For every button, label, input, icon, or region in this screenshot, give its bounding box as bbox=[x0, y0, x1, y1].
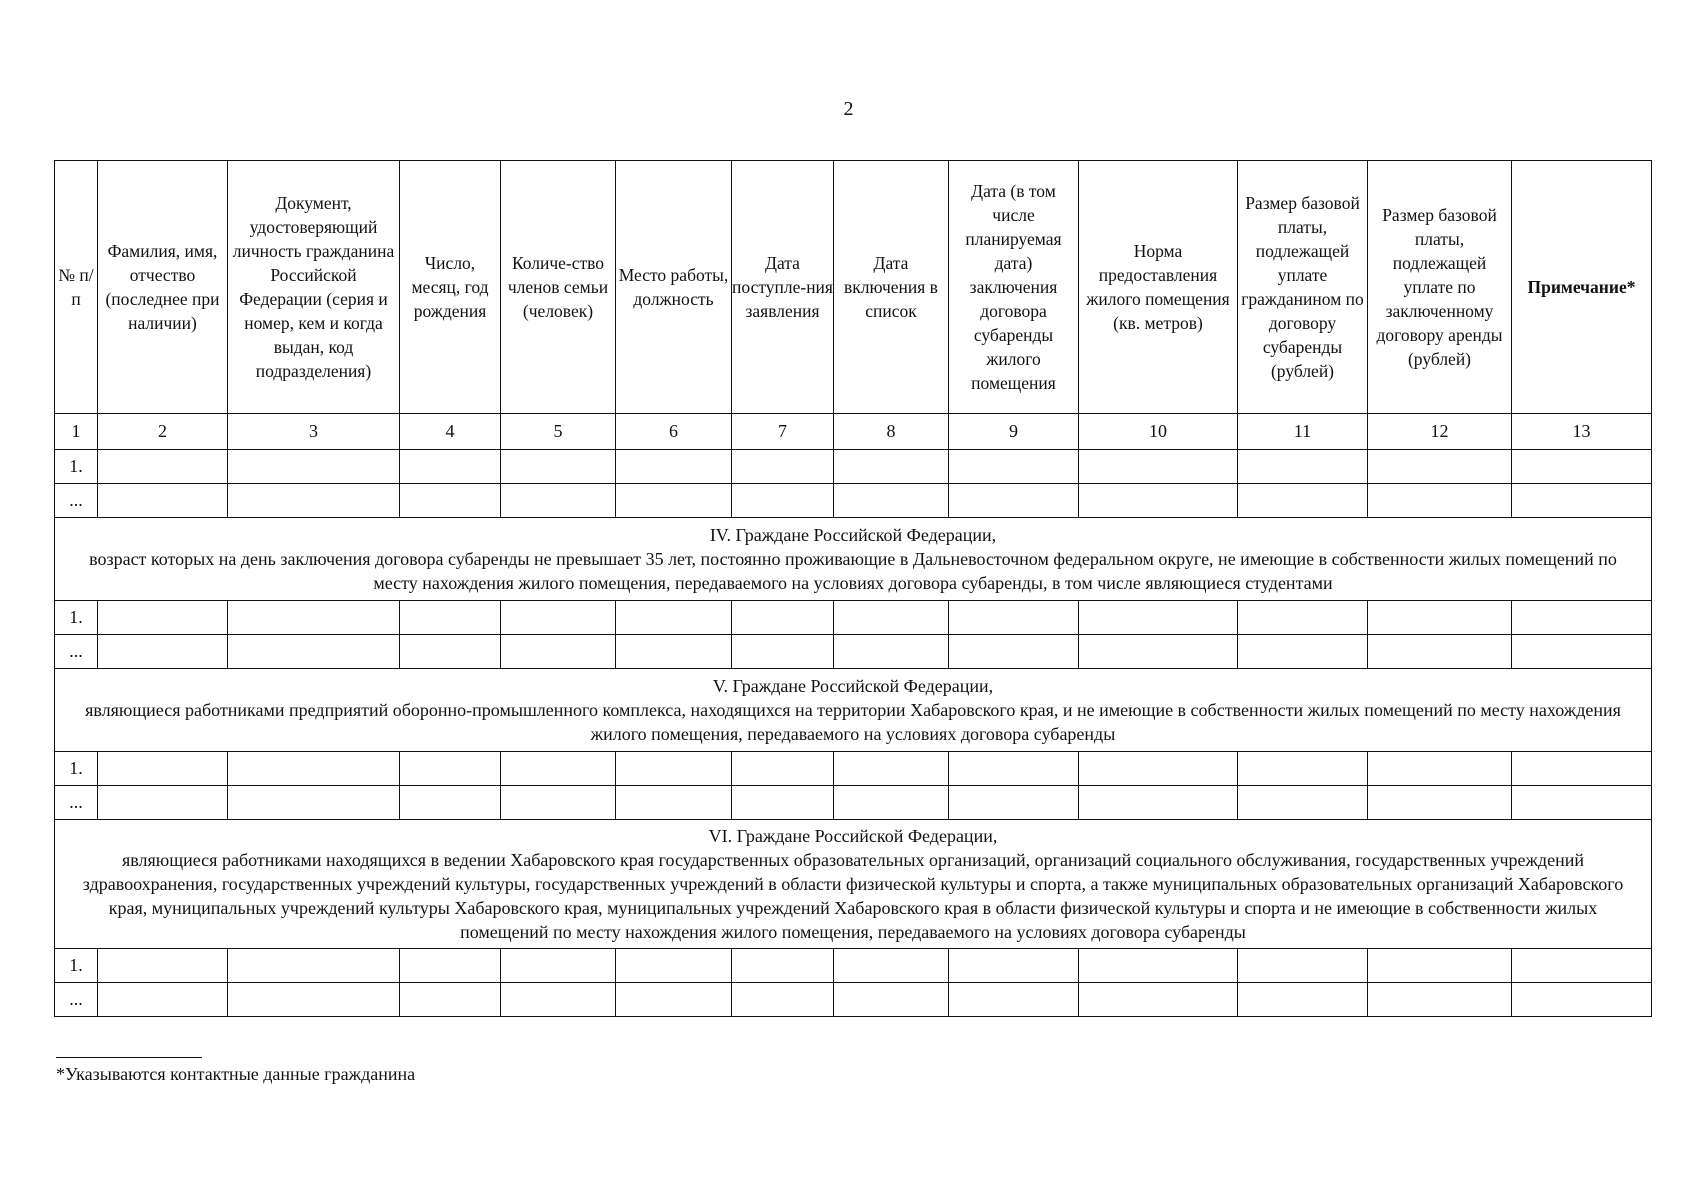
table-cell bbox=[228, 484, 400, 518]
col-header-application-date: Дата поступле-ния заявления bbox=[732, 161, 834, 414]
table-cell bbox=[501, 450, 616, 484]
table-cell bbox=[616, 949, 732, 983]
table-cell bbox=[1079, 949, 1238, 983]
table-row bbox=[55, 635, 1652, 669]
table-cell bbox=[400, 450, 501, 484]
table-cell bbox=[98, 450, 228, 484]
table-cell bbox=[400, 484, 501, 518]
table-cell bbox=[1368, 450, 1512, 484]
table-cell bbox=[228, 601, 400, 635]
table-cell bbox=[1512, 601, 1652, 635]
table-cell bbox=[834, 786, 949, 820]
table-cell bbox=[732, 752, 834, 786]
table-row bbox=[55, 983, 1652, 1017]
table-cell bbox=[228, 786, 400, 820]
column-number: 8 bbox=[834, 414, 949, 450]
col-header-sublease-date: Дата (в том числе планируемая дата) заключения договора субаренды жилого помещения bbox=[949, 161, 1079, 414]
table-cell bbox=[400, 786, 501, 820]
section-description: являющиеся работниками находящихся в ведении Хабаровского края государственных образовательных организаций, организаций социального обслуживания, государственных учреждений здравоохранения, государственных учреждений культуры, государственных учреждений в области физической культуры и спорта, а также муниципальных образовательных организаций Хабаровского края, муниципальных учреждений культуры Хабаровского края, муниципальных учреждений Хабаровского края в области физической культуры и спорта и не имеющие в собственности жилых помещений по месту нахождения жилого помещения, передаваемого на условиях договора субаренды bbox=[82, 850, 1624, 942]
table-cell bbox=[1368, 786, 1512, 820]
table-cell bbox=[949, 949, 1079, 983]
section-title: VI. Граждане Российской Федерации, bbox=[708, 826, 998, 846]
col-header-housing-norm: Норма предоставления жилого помещения (кв. метров) bbox=[1079, 161, 1238, 414]
table-cell bbox=[1238, 983, 1368, 1017]
table-cell bbox=[1512, 635, 1652, 669]
table-row bbox=[55, 752, 1652, 786]
table-cell bbox=[1368, 601, 1512, 635]
footnote-divider bbox=[56, 1057, 202, 1058]
column-number-row bbox=[55, 414, 1652, 450]
table-cell bbox=[732, 484, 834, 518]
table-row bbox=[55, 786, 1652, 820]
column-number: 2 bbox=[98, 414, 228, 450]
col-header-inclusion-date: Дата включения в список bbox=[834, 161, 949, 414]
table-cell bbox=[834, 983, 949, 1017]
table-cell bbox=[1512, 983, 1652, 1017]
table-cell bbox=[834, 635, 949, 669]
table-cell bbox=[1079, 752, 1238, 786]
row-number: 1. bbox=[55, 752, 98, 786]
table-cell bbox=[1368, 484, 1512, 518]
table-cell bbox=[1368, 635, 1512, 669]
table-cell bbox=[228, 450, 400, 484]
row-number: ... bbox=[55, 786, 98, 820]
row-number: 1. bbox=[55, 601, 98, 635]
table-cell bbox=[834, 752, 949, 786]
table-cell bbox=[1079, 484, 1238, 518]
section-description: являющиеся работниками предприятий оборонно-промышленного комплекса, находящихся на территории Хабаровского края, и не имеющие в собственности жилых помещений по месту нахождения жилого помещения, передаваемого на условиях договора субаренды bbox=[85, 700, 1621, 744]
table-cell bbox=[1079, 786, 1238, 820]
row-number: ... bbox=[55, 983, 98, 1017]
table-cell bbox=[98, 635, 228, 669]
table-cell bbox=[1238, 484, 1368, 518]
table-cell bbox=[834, 949, 949, 983]
table-cell bbox=[1512, 450, 1652, 484]
table-row bbox=[55, 601, 1652, 635]
col-header-birth-date: Число, месяц, год рождения bbox=[400, 161, 501, 414]
table-cell bbox=[98, 601, 228, 635]
table-cell bbox=[501, 786, 616, 820]
column-number: 1 bbox=[55, 414, 98, 450]
table-row bbox=[55, 450, 1652, 484]
table-cell bbox=[834, 450, 949, 484]
column-number: 7 bbox=[732, 414, 834, 450]
table-cell bbox=[616, 786, 732, 820]
table-cell bbox=[501, 484, 616, 518]
table-cell bbox=[501, 983, 616, 1017]
column-number: 10 bbox=[1079, 414, 1238, 450]
col-header-citizen-payment: Размер базовой платы, подлежащей уплате гражданином по договору субаренды (рублей) bbox=[1238, 161, 1368, 414]
table-cell bbox=[98, 752, 228, 786]
table-cell bbox=[834, 601, 949, 635]
table-cell bbox=[228, 635, 400, 669]
table-cell bbox=[400, 983, 501, 1017]
table-cell bbox=[1238, 752, 1368, 786]
table-cell bbox=[1079, 601, 1238, 635]
table-cell bbox=[732, 786, 834, 820]
table-cell bbox=[616, 601, 732, 635]
table-cell bbox=[1238, 786, 1368, 820]
column-number: 4 bbox=[400, 414, 501, 450]
section-heading-row bbox=[55, 820, 1652, 949]
table-cell bbox=[1079, 635, 1238, 669]
table-cell bbox=[228, 752, 400, 786]
footnote: *Указываются контактные данные гражданина bbox=[56, 1064, 416, 1084]
row-number: ... bbox=[55, 484, 98, 518]
table-cell bbox=[400, 949, 501, 983]
table-cell bbox=[228, 983, 400, 1017]
col-header-workplace: Место работы, должность bbox=[616, 161, 732, 414]
col-header-full-name: Фамилия, имя, отчество (последнее при наличии) bbox=[98, 161, 228, 414]
table-cell bbox=[616, 450, 732, 484]
table-cell bbox=[501, 949, 616, 983]
table-cell bbox=[732, 983, 834, 1017]
table-cell bbox=[1238, 949, 1368, 983]
column-number: 9 bbox=[949, 414, 1079, 450]
table-cell bbox=[616, 484, 732, 518]
table-cell bbox=[501, 752, 616, 786]
col-header-lease-payment: Размер базовой платы, подлежащей уплате по заключенному договору аренды (рублей) bbox=[1368, 161, 1512, 414]
row-number: 1. bbox=[55, 949, 98, 983]
table-cell bbox=[949, 635, 1079, 669]
table-cell bbox=[1079, 450, 1238, 484]
table-cell bbox=[1512, 484, 1652, 518]
table-cell bbox=[732, 601, 834, 635]
col-header-note: Примечание* bbox=[1512, 161, 1652, 414]
table-cell bbox=[1238, 601, 1368, 635]
table-cell bbox=[228, 949, 400, 983]
section-heading bbox=[55, 518, 1652, 601]
table-cell bbox=[616, 635, 732, 669]
table-cell bbox=[616, 983, 732, 1017]
table-cell bbox=[98, 484, 228, 518]
row-number: ... bbox=[55, 635, 98, 669]
column-number: 13 bbox=[1512, 414, 1652, 450]
register-table bbox=[54, 160, 1652, 1017]
table-cell bbox=[98, 786, 228, 820]
section-title: V. Граждане Российской Федерации, bbox=[712, 676, 994, 696]
section-heading-row bbox=[55, 669, 1652, 752]
table-cell bbox=[949, 752, 1079, 786]
page-number: 2 bbox=[843, 98, 854, 120]
column-number: 3 bbox=[228, 414, 400, 450]
section-description: возраст которых на день заключения договора субаренды не превышает 35 лет, постоянно проживающие в Дальневосточном федеральном округе, не имеющие в собственности жилых помещений по месту нахождения жилого помещения, передаваемого на условиях договора субаренды, в том числе являющиеся студентами bbox=[89, 549, 1617, 593]
section-title: IV. Граждане Российской Федерации, bbox=[709, 525, 997, 545]
table-cell bbox=[1512, 752, 1652, 786]
table-cell bbox=[732, 635, 834, 669]
column-number: 11 bbox=[1238, 414, 1368, 450]
section-heading bbox=[55, 820, 1652, 949]
header-row bbox=[55, 161, 1652, 414]
col-header-family-members: Количе-ство членов семьи (человек) bbox=[501, 161, 616, 414]
table-cell bbox=[501, 635, 616, 669]
section-heading-row bbox=[55, 518, 1652, 601]
table-cell bbox=[1368, 949, 1512, 983]
table-cell bbox=[616, 752, 732, 786]
table-cell bbox=[1238, 635, 1368, 669]
table-cell bbox=[949, 484, 1079, 518]
table-cell bbox=[1079, 983, 1238, 1017]
table-cell bbox=[501, 601, 616, 635]
table-cell bbox=[949, 601, 1079, 635]
table-cell bbox=[400, 752, 501, 786]
table-cell bbox=[834, 484, 949, 518]
table-cell bbox=[1368, 983, 1512, 1017]
row-number: 1. bbox=[55, 450, 98, 484]
column-number: 5 bbox=[501, 414, 616, 450]
col-header-number: № п/п bbox=[55, 161, 98, 414]
column-number: 6 bbox=[616, 414, 732, 450]
table-row bbox=[55, 949, 1652, 983]
table-row bbox=[55, 484, 1652, 518]
table-cell bbox=[732, 949, 834, 983]
table-cell bbox=[400, 635, 501, 669]
table-cell bbox=[98, 949, 228, 983]
column-number: 12 bbox=[1368, 414, 1512, 450]
table-cell bbox=[1512, 786, 1652, 820]
table-cell bbox=[1368, 752, 1512, 786]
table-cell bbox=[98, 983, 228, 1017]
col-header-identity-document: Документ, удостоверяющий личность гражданина Российской Федерации (серия и номер, кем и когда выдан, код подразделения) bbox=[228, 161, 400, 414]
table-cell bbox=[949, 450, 1079, 484]
table-cell bbox=[949, 983, 1079, 1017]
section-heading bbox=[55, 669, 1652, 752]
table-cell bbox=[949, 786, 1079, 820]
table-cell bbox=[1512, 949, 1652, 983]
table-cell bbox=[400, 601, 501, 635]
table-cell bbox=[1238, 450, 1368, 484]
table-cell bbox=[732, 450, 834, 484]
